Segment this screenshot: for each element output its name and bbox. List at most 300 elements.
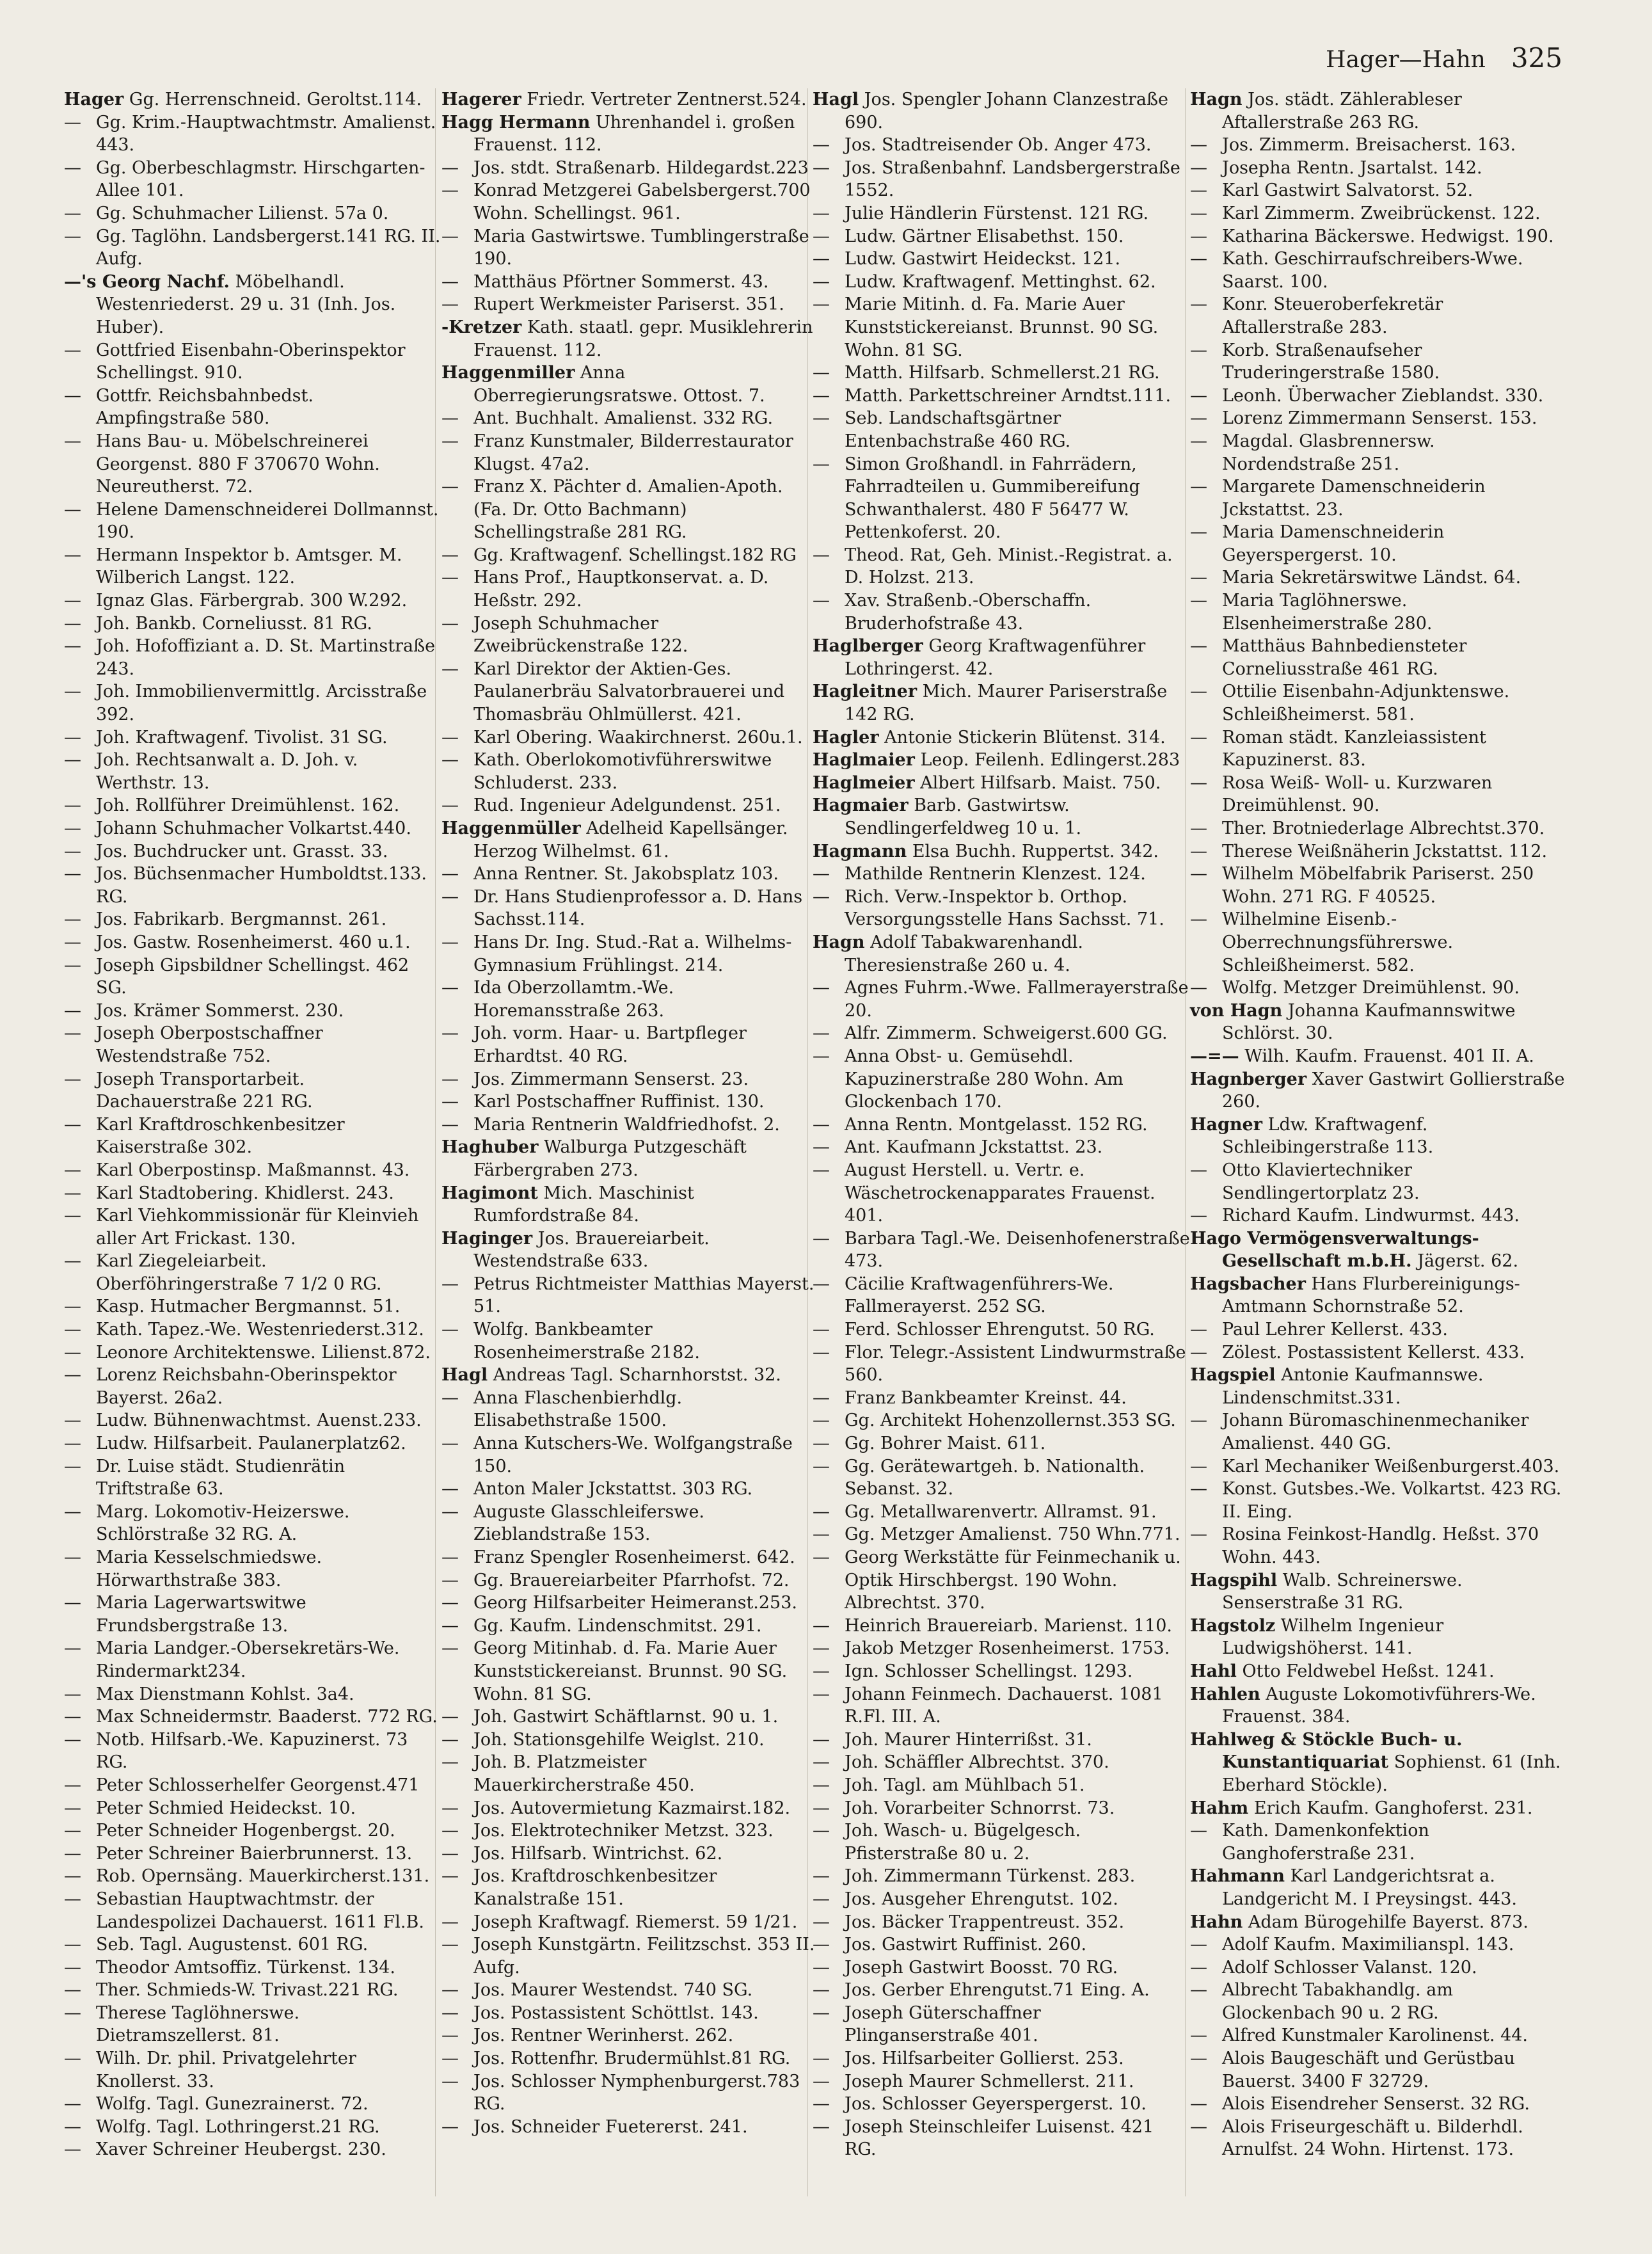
ditto-dash: — [813, 1821, 830, 1841]
directory-entry [1190, 635, 1568, 680]
entry-text: Gg. Metallwarenvertr. Allramst. 91. [845, 1501, 1157, 1522]
entry-surname: Haglmeier [813, 772, 915, 793]
ditto-dash: — [64, 1980, 81, 2001]
directory-entry [64, 635, 441, 680]
entry-text: Jakob Metzger Rosenheimerst. 1753. [845, 1638, 1170, 1659]
directory-entry [441, 544, 819, 567]
ditto-dash: — [64, 1889, 81, 1909]
entry-text: Richard Kaufm. Lindwurmst. 443. [1222, 1206, 1520, 1226]
ditto-dash: — [64, 1434, 81, 1454]
directory-entry [1190, 1318, 1568, 1341]
entry-text: Kath. Geschirraufschreibers-Wwe. Saarst. 100. [1222, 249, 1523, 292]
directory-entry [1190, 88, 1568, 134]
entry-surname: Hagstolz [1190, 1615, 1276, 1636]
entry-text: Jos. Bäcker Trappentreust. 352. [845, 1912, 1125, 1932]
entry-surname: Hahlen [1190, 1684, 1260, 1704]
entry-text: Jos. Hilfsarbeiter Gollierst. 253. [845, 2049, 1124, 2069]
ditto-dash: — [64, 1365, 81, 1386]
directory-entry [64, 1000, 441, 1023]
ditto-dash: — [441, 2116, 459, 2137]
ditto-dash: — [813, 1866, 830, 1887]
directory-entry [441, 1068, 819, 1091]
entry-text: Alfred Kunstmaler Karolinenst. 44. [1222, 2026, 1529, 2046]
ditto-dash: — [64, 1935, 81, 1955]
directory-entry [1190, 1227, 1568, 1273]
ditto-dash: — [64, 613, 81, 634]
directory-entry [813, 544, 1190, 589]
ditto-dash: — [441, 750, 459, 771]
ditto-dash: — [64, 1593, 81, 1613]
directory-entry [441, 612, 819, 658]
ditto-dash: — [64, 1069, 81, 1089]
entry-text: Albert Hilfsarb. Maist. 750. [920, 772, 1161, 793]
ditto-dash: — [441, 431, 459, 451]
entry-text: Franz Spengler Rosenheimerst. 642. [473, 1547, 795, 1567]
entry-text: Jos. Gerber Ehrengutst.71 Eing. A. [845, 1980, 1150, 2001]
directory-entry [813, 1888, 1190, 1911]
directory-entry [813, 886, 1190, 931]
directory-entry [1190, 476, 1568, 521]
directory-entry [1190, 385, 1568, 408]
ditto-dash: — [441, 1114, 459, 1135]
directory-entry [813, 1933, 1190, 1956]
ditto-dash: — [441, 1501, 459, 1522]
ditto-dash: — [441, 1843, 459, 1864]
directory-entry [441, 407, 819, 430]
ditto-dash: — [1190, 1342, 1207, 1363]
directory-entry [813, 1022, 1190, 1045]
entry-text: Karl Stadtobering. Khidlerst. 243. [96, 1183, 394, 1203]
entry-text: Ludw. Kraftwagenf. Mettinghst. 62. [845, 271, 1156, 292]
ditto-dash: — [813, 1615, 830, 1636]
ditto-dash: — [64, 1821, 81, 1841]
directory-entry [441, 1569, 819, 1592]
ditto-dash: — [64, 682, 81, 702]
directory-entry [441, 316, 819, 362]
ditto-dash: — [441, 1069, 459, 1089]
entry-text: Leonh. Überwacher Zieblandst. 330. [1222, 385, 1544, 406]
entry-text: Wilh. Kaufm. Frauenst. 401 II. A. [1244, 1046, 1534, 1066]
ditto-dash: — [64, 157, 81, 178]
directory-entry [813, 134, 1190, 157]
directory-entry [1190, 157, 1568, 180]
directory-entry [1190, 134, 1568, 157]
entry-text: Karl Obering. Waakirchnerst. 260u.1. [473, 727, 803, 747]
entry-text: Wilhelm Möbelfabrik Pariserst. 250 Wohn. 271 RG. F 40525. [1222, 864, 1534, 907]
ditto-dash: — [64, 385, 81, 406]
entry-text: Jos. Autovermietung Kazmairst.182. [473, 1798, 791, 1818]
entry-text: Joh. Stationsgehilfe Weiglst. 210. [473, 1729, 765, 1750]
directory-entry [1190, 430, 1568, 476]
ditto-dash: — [64, 819, 81, 838]
directory-entry [813, 1387, 1190, 1410]
ditto-dash: — [813, 1889, 830, 1909]
directory-entry [813, 1455, 1190, 1501]
ditto-dash: — [1190, 408, 1207, 429]
directory-entry [64, 1979, 441, 2002]
ditto-dash: — [441, 1547, 459, 1567]
directory-entry [441, 1364, 819, 1387]
directory-entry [1190, 1114, 1568, 1159]
entry-text: Joseph Transportarbeit. Dachauerstraße 221 RG. [96, 1069, 313, 1112]
entry-text: Jos. Rentner Werinherst. 262. [473, 2026, 734, 2046]
directory-entry [1190, 248, 1568, 293]
ditto-dash: — [813, 249, 830, 269]
entry-text: Wilhelmine Eisenb.-Oberrechnungsführerswe. Schleißheimerst. 582. [1222, 909, 1454, 975]
ditto-dash: — [813, 1411, 830, 1431]
directory-entry [1190, 2093, 1568, 2116]
entry-text: Peter Schneider Hogenbergst. 20. [96, 1821, 395, 1841]
entry-surname: Haghuber [441, 1137, 539, 1158]
entry-text: Kasp. Hutmacher Bergmannst. 51. [96, 1297, 401, 1317]
directory-column-4 [1190, 88, 1568, 2161]
directory-entry [64, 1933, 441, 1956]
directory-entry [64, 1706, 441, 1729]
directory-entry [441, 794, 819, 817]
entry-text: Zölest. Postassistent Kellerst. 433. [1222, 1342, 1525, 1363]
ditto-dash: — [441, 1320, 459, 1340]
directory-entry [64, 1022, 441, 1067]
entry-text: Joh. Kraftwagenf. Tivolist. 31 SG. [96, 727, 388, 747]
entry-text: Georg Kraftwagenführer Lothringerst. 42. [845, 636, 1146, 679]
ditto-dash: — [441, 1729, 459, 1750]
directory-entry [1190, 1159, 1568, 1204]
ditto-dash: — [64, 1160, 81, 1180]
ditto-dash: — [64, 795, 81, 816]
directory-entry [1190, 726, 1568, 772]
entry-text: Joh. Schäffler Albrechtst. 370. [845, 1752, 1109, 1773]
directory-entry [64, 1592, 441, 1637]
entry-text: Gg. Metzger Amalienst. 750 Whn.771. [845, 1524, 1180, 1545]
entry-text: Jos. Gastwirt Ruffinist. 260. [845, 1935, 1087, 1955]
entry-surname: Hagl [441, 1365, 488, 1386]
ditto-dash: — [441, 1593, 459, 1613]
directory-entry [1190, 1911, 1568, 1934]
directory-entry [64, 1432, 441, 1455]
directory-entry [64, 1842, 441, 1866]
entry-surname: Haggenmiller [441, 363, 575, 383]
entry-text: Konr. Steueroberfekretär Aftallerstraße 283. [1222, 294, 1443, 337]
entry-text: Walburga Putzgeschäft Färbergraben 273. [473, 1137, 747, 1180]
ditto-dash: — [64, 1729, 81, 1750]
entry-text: Helene Damenschneiderei Dollmannst. 190. [96, 499, 439, 543]
entry-text: Gg. Kaufm. Lindenschmitst. 291. [473, 1615, 762, 1636]
entry-text: Maria Taglöhnerswe. Elsenheimerstraße 280. [1222, 591, 1433, 634]
entry-text: Andreas Tagl. Scharnhorstst. 32. [493, 1365, 781, 1386]
entry-text: Wolfg. Metzger Dreimühlenst. 90. [1222, 978, 1520, 998]
directory-entry [1190, 680, 1568, 726]
entry-text: Adolf Tabakwarenhandl. Theresienstraße 260 u. 4. [845, 932, 1083, 975]
directory-entry [1190, 1683, 1568, 1729]
ditto-dash: — [813, 135, 830, 156]
entry-text: Jos. Schlosser Nymphenburgerst.783 RG. [473, 2071, 800, 2114]
entry-text: Jos. Ausgeher Ehrengutst. 102. [845, 1889, 1118, 1909]
entry-surname: Hagsbacher [1190, 1274, 1306, 1294]
entry-text: Joh. Immobilienvermittlg. Arcisstraße 392. [96, 682, 427, 725]
entry-text: Alois Eisendreher Senserst. 32 RG. [1222, 2094, 1530, 2114]
ditto-dash: — [813, 1046, 830, 1066]
directory-entry [1190, 908, 1568, 977]
ditto-dash: — [813, 2002, 830, 2023]
directory-entry [64, 1250, 441, 1295]
entry-text: Xaver Gastwirt Gollierstraße 260. [1222, 1069, 1565, 1112]
entry-text: Wolfg. Bankbeamter Rosenheimerstraße 2182. [473, 1320, 700, 1363]
directory-entry [64, 1364, 441, 1409]
ditto-dash: — [1190, 157, 1207, 178]
ditto-dash: — [64, 2094, 81, 2114]
ditto-dash: — [64, 1684, 81, 1704]
entry-surname: Hahl [1190, 1661, 1237, 1681]
entry-text: Max Dienstmann Kohlst. 3a4. [96, 1684, 354, 1704]
directory-entry [1190, 977, 1568, 1000]
entry-text: Peter Schmied Heideckst. 10. [96, 1798, 356, 1818]
ditto-dash: — [441, 477, 459, 497]
ditto-dash: — [1190, 1456, 1207, 1476]
entry-text: Joseph Güterschaffner Plinganserstraße 401. [845, 2002, 1041, 2046]
directory-entry [64, 2116, 441, 2139]
entry-surname: -Kretzer [441, 317, 522, 337]
directory-entry [1190, 2047, 1568, 2093]
directory-entry [1190, 1819, 1568, 1865]
entry-text: Wilh. Dr. phil. Privatgelehrter Knollerst. 33. [96, 2049, 356, 2091]
ditto-dash: — [813, 385, 830, 406]
ditto-dash: — [813, 1342, 830, 1363]
directory-entry [813, 1729, 1190, 1752]
ditto-dash: — [64, 2139, 81, 2160]
entry-text: Dr. Luise städt. Studienrätin Triftstraße 63. [96, 1456, 345, 1499]
entry-text: Lorenz Zimmermann Senserst. 153. [1222, 408, 1537, 429]
directory-entry [813, 1819, 1190, 1865]
ditto-dash: — [64, 340, 81, 360]
entry-text: Karl Direktor der Aktien-Ges. Paulanerbräu Salvatorbrauerei und Thomasbräu Ohlmüllerst. 421. [473, 659, 785, 725]
directory-entry [64, 1159, 441, 1182]
directory-entry [441, 1501, 819, 1546]
directory-entry [441, 1729, 819, 1752]
entry-text: Franz X. Pächter d. Amalien-Apoth. (Fa. Dr. Otto Bachmann) Schellingstraße 281 RG. [473, 477, 783, 543]
entry-text: Rud. Ingenieur Adelgundenst. 251. [473, 795, 781, 816]
directory-entry [64, 749, 441, 794]
directory-entry [813, 225, 1190, 248]
directory-entry [64, 1797, 441, 1820]
entry-text: Alois Baugeschäft und Gerüstbau Bauerst. 3400 F 32729. [1222, 2049, 1515, 2091]
ditto-dash: — [813, 2116, 830, 2137]
entry-text: Ther. Brotniederlage Albrechtst.370. [1222, 819, 1545, 838]
ditto-dash: — [441, 1434, 459, 1454]
ditto-dash: — [1190, 864, 1207, 884]
entry-text: Karl Postschaffner Ruffinist. 130. [473, 1092, 765, 1112]
entry-text: Jos. Elektrotechniker Metzst. 323. [473, 1821, 774, 1841]
entry-text: Paul Lehrer Kellerst. 433. [1222, 1320, 1448, 1340]
entry-text: Johanna Kaufmannswitwe Schlörst. 30. [1222, 1000, 1516, 1044]
entry-text: Jos. stdt. Straßenarb. Hildegardst.223 [473, 157, 809, 178]
directory-entry [441, 271, 819, 294]
ditto-dash: — [813, 1547, 830, 1567]
ditto-dash: — [64, 112, 81, 132]
ditto-dash: — [64, 841, 81, 861]
entry-text: Xaver Schreiner Heubergst. 230. [96, 2139, 386, 2160]
ditto-dash: — [64, 750, 81, 771]
directory-entry [64, 202, 441, 225]
ditto-dash: — [813, 271, 830, 292]
directory-entry [813, 931, 1190, 977]
entry-text: Mich. Maschinist Rumfordstraße 84. [473, 1183, 694, 1226]
directory-entry [441, 362, 819, 407]
entry-surname: —'s Georg Nachf. [64, 271, 230, 292]
directory-entry [64, 589, 441, 612]
ditto-dash: — [1190, 1160, 1207, 1180]
ditto-dash: — [441, 157, 459, 178]
directory-entry [813, 202, 1190, 225]
directory-entry [813, 680, 1190, 726]
ditto-dash: — [64, 499, 81, 520]
ditto-dash: — [441, 1980, 459, 2001]
ditto-dash: — [1190, 226, 1207, 246]
entry-text: Marie Mitinh. d. Fa. Marie Auer Kunststickereianst. Brunnst. 90 SG. Wohn. 81 SG. [845, 294, 1159, 360]
entry-text: Matthäus Bahnbediensteter Corneliusstraße 461 RG. [1222, 636, 1467, 679]
ditto-dash: — [64, 1023, 81, 1044]
entry-text: Rosa Weiß- Woll- u. Kurzwaren Dreimühlenst. 90. [1222, 772, 1493, 816]
directory-entry [441, 293, 819, 316]
directory-entry [441, 1637, 819, 1706]
ditto-dash: — [1190, 682, 1207, 702]
directory-entry [1190, 1045, 1568, 1068]
ditto-dash: — [1190, 1935, 1207, 1955]
entry-text: Albrecht Tabakhandlg. am Glockenbach 90 u. 2 RG. [1222, 1980, 1453, 2023]
directory-entry [813, 2002, 1190, 2047]
entry-text: Franz Kunstmaler, Bilderrestaurator Klugst. 47a2. [473, 431, 793, 474]
directory-entry [441, 1182, 819, 1227]
entry-text: Kath. Damenkonfektion Ganghoferstraße 231. [1222, 1821, 1429, 1864]
directory-entry [441, 2047, 819, 2070]
ditto-dash: — [64, 1320, 81, 1340]
entry-text: Georg Hilfsarbeiter Heimeranst.253. [473, 1593, 797, 1613]
ditto-dash: — [813, 1661, 830, 1681]
directory-entry [64, 1637, 441, 1683]
entry-text: Leop. Feilenh. Edlingerst.283 [920, 750, 1180, 771]
directory-entry [813, 385, 1190, 408]
directory-entry [1190, 840, 1568, 863]
directory-entry [441, 749, 819, 794]
entry-text: Jos. städt. Zählerableser Aftallerstraße 263 RG. [1222, 90, 1462, 132]
entry-text: Joh. Maurer Hinterrißst. 31. [845, 1729, 1092, 1750]
directory-entry [1190, 1364, 1568, 1409]
directory-entry [441, 1592, 819, 1615]
ditto-dash: — [1190, 1320, 1207, 1340]
ditto-dash: — [1190, 2094, 1207, 2114]
ditto-dash: — [813, 1228, 830, 1249]
entry-text: Joh. Rollführer Dreimühlenst. 162. [96, 795, 400, 816]
ditto-dash: — [64, 955, 81, 975]
entry-surname: von Hagn [1190, 1000, 1283, 1021]
entry-text: Gg. Bohrer Maist. 611. [845, 1434, 1046, 1454]
directory-entry [441, 886, 819, 931]
ditto-dash: — [813, 1524, 830, 1545]
ditto-dash: — [441, 1707, 459, 1727]
directory-entry [813, 2116, 1190, 2161]
ditto-dash: — [64, 1866, 81, 1887]
ditto-dash: — [1190, 203, 1207, 223]
entry-text: Theod. Rat, Geh. Minist.-Registrat. a. D. Holzst. 213. [845, 545, 1173, 588]
entry-text: Joh. Bankb. Corneliusst. 81 RG. [96, 613, 372, 634]
entry-text: Simon Großhandl. in Fahrrädern, Fahrradteilen u. Gummibereifung Schwanthalerst. 480 F 56477 W. Pettenkoferst. 20. [845, 454, 1140, 543]
entry-text: Hermann Inspektor b. Amtsger. M. Wilberich Langst. 122. [96, 545, 402, 588]
ditto-dash: — [441, 408, 459, 429]
entry-text: Jos. Postassistent Schöttlst. 143. [473, 2002, 759, 2023]
ditto-dash: — [1190, 522, 1207, 543]
entry-surname: Hagl [813, 90, 859, 109]
ditto-dash: — [1190, 636, 1207, 657]
entry-surname: Hagleitner [813, 682, 917, 702]
entry-text: Jos. Schlosser Geyerspergerst. 10. [845, 2094, 1147, 2114]
entry-text: Karl Gastwirt Salvatorst. 52. [1222, 180, 1473, 201]
directory-entry [64, 88, 441, 111]
ditto-dash: — [441, 1570, 459, 1590]
directory-entry [813, 1227, 1190, 1273]
entry-text: Maria Rentnerin Waldfriedhofst. 2. [473, 1114, 780, 1135]
directory-entry [441, 1797, 819, 1820]
entry-text: Adelheid Kapellsänger. Herzog Wilhelmst. 61. [473, 819, 788, 861]
directory-entry [441, 566, 819, 612]
entry-text: Otto Feldwebel Heßst. 1241. [1242, 1661, 1495, 1681]
entry-text: Heinrich Brauereiarb. Marienst. 110. [845, 1615, 1173, 1636]
directory-entry [441, 1546, 819, 1569]
ditto-dash: — [441, 1023, 459, 1044]
directory-entry [441, 225, 819, 271]
ditto-dash: — [441, 864, 459, 884]
entry-text: Uhrenhandel i. großen Frauenst. 112. [473, 112, 795, 156]
directory-entry [441, 1387, 819, 1432]
entry-text: Karl Mechaniker Weißenburgerst.403. [1222, 1456, 1560, 1476]
ditto-dash: — [813, 1456, 830, 1476]
entry-text: Matth. Hilfsarb. Schmellerst.21 RG. [845, 363, 1160, 383]
entry-text: Maria Lagerwartswitwe Frundsbergstraße 13. [96, 1593, 306, 1636]
entry-text: Karl Viehkommissionär für Kleinvieh aller Art Frickast. 130. [96, 1206, 419, 1249]
ditto-dash: — [64, 545, 81, 565]
entry-text: Ignaz Glas. Färbergrab. 300 W.292. [96, 591, 408, 611]
directory-entry [813, 1751, 1190, 1774]
ditto-dash: — [813, 1137, 830, 1158]
directory-entry [64, 1501, 441, 1546]
entry-text: Adolf Schlosser Valanst. 120. [1222, 1957, 1477, 1978]
directory-entry [64, 1204, 441, 1250]
directory-entry [1190, 2024, 1568, 2047]
directory-entry [813, 271, 1190, 294]
ditto-dash: — [813, 1434, 830, 1454]
entry-text: Konst. Gutsbes.-We. Volkartst. 423 RG. II. Eing. [1222, 1479, 1562, 1522]
ditto-dash: — [441, 1274, 459, 1294]
directory-entry [441, 179, 819, 225]
directory-entry [813, 407, 1190, 452]
entry-surname: —=— [1190, 1046, 1239, 1066]
ditto-dash: — [813, 294, 830, 315]
directory-entry [441, 977, 819, 1022]
entry-surname: Hagner [1190, 1114, 1262, 1135]
ditto-dash: — [441, 568, 459, 588]
entry-text: Korb. Straßenaufseher Truderingerstraße 1580. [1222, 340, 1440, 383]
ditto-dash: — [441, 2026, 459, 2046]
directory-entry [1190, 1455, 1568, 1478]
ditto-dash: — [441, 2002, 459, 2023]
ditto-dash: — [64, 636, 81, 657]
entry-text: Margarete Damenschneiderin Jckstattst. 23. [1222, 477, 1486, 520]
entry-text: Matth. Parkettschreiner Arndtst.111. [845, 385, 1171, 406]
entry-text: Ottilie Eisenbahn-Adjunktenswe. Schleißheimerst. 581. [1222, 682, 1510, 725]
ditto-dash: — [1190, 727, 1207, 747]
ditto-dash: — [813, 978, 830, 998]
entry-text: Seb. Tagl. Augustenst. 601 RG. [96, 1935, 369, 1955]
directory-entry [813, 1797, 1190, 1820]
entry-text: Adolf Kaufm. Maximilianspl. 143. [1222, 1935, 1514, 1955]
